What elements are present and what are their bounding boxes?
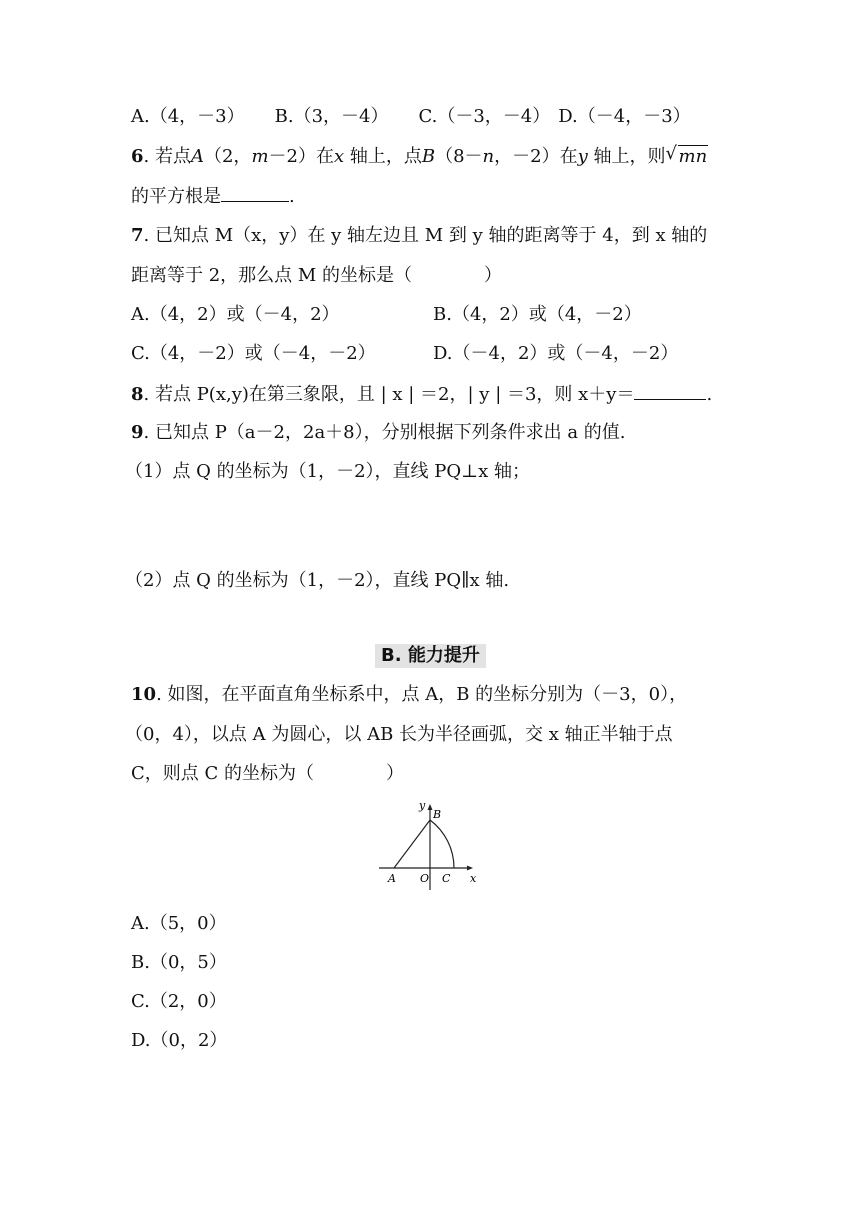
q6-line2 bbox=[131, 185, 295, 208]
q6-point-a: A bbox=[190, 146, 204, 167]
q10-line2: （0，4），以点 A 为圆心，以 AB 长为半径画弧，交 x 轴正半轴于点 bbox=[125, 724, 673, 745]
q9-line1 bbox=[131, 422, 626, 444]
fig-label-b: B bbox=[433, 808, 442, 821]
q6-var-y: y bbox=[577, 146, 588, 167]
q10-number: 10 bbox=[131, 684, 157, 705]
q6-text: 的平方根是 bbox=[131, 186, 221, 207]
q10-option-b[interactable]: B.（0，5） bbox=[131, 952, 227, 973]
q5-option-a[interactable]: A.（4，－3） bbox=[131, 106, 245, 127]
q6-text: ，－2）在 bbox=[494, 146, 578, 167]
q9-number: 9 bbox=[131, 422, 144, 443]
fig-label-x: x bbox=[470, 872, 477, 885]
q6-point-b: B bbox=[421, 146, 436, 167]
q8-period: . bbox=[706, 384, 713, 405]
q8-number: 8 bbox=[131, 384, 144, 405]
q6-var-m: m bbox=[251, 146, 269, 167]
q6-text: . 若点 bbox=[143, 146, 191, 167]
fig-label-o: O bbox=[420, 872, 430, 885]
y-axis-arrow bbox=[428, 804, 433, 810]
q5-option-d[interactable]: D.（－4，－3） bbox=[558, 106, 691, 127]
q6-text: （8－ bbox=[435, 146, 483, 167]
q7-option-d[interactable]: D.（－4，2）或（－4，－2） bbox=[433, 343, 679, 364]
q10-figure bbox=[377, 800, 479, 892]
q9-part2: （2）点 Q 的坐标为（1，－2），直线 PQ∥x 轴. bbox=[125, 570, 510, 591]
fig-label-c: C bbox=[442, 872, 451, 885]
q10-option-a[interactable]: A.（5，0） bbox=[131, 913, 227, 934]
q5-option-b[interactable]: B.（3，－4） bbox=[274, 106, 389, 127]
q6-var-x: x bbox=[333, 146, 345, 167]
q10-line3: C，则点 C 的坐标为（ ） bbox=[131, 763, 404, 784]
q9-text: . 已知点 P（a－2，2a＋8），分别根据下列条件求出 a 的值. bbox=[143, 422, 626, 443]
q8-answer-blank[interactable] bbox=[634, 383, 706, 400]
q10-line1 bbox=[131, 684, 687, 706]
q7-option-b[interactable]: B.（4，2）或（4，－2） bbox=[433, 304, 642, 325]
q6-text: （2， bbox=[203, 146, 252, 167]
q7-text: 距离等于 2，那么点 M 的坐标是（ ） bbox=[131, 265, 503, 286]
q6-text: 轴上，点 bbox=[344, 146, 422, 167]
q8-line bbox=[131, 383, 712, 406]
fig-label-a: A bbox=[388, 872, 396, 885]
q6-number: 6 bbox=[131, 146, 144, 167]
q6-answer-blank[interactable] bbox=[221, 185, 289, 202]
q9-part1: （1）点 Q 的坐标为（1，－2），直线 PQ⊥x 轴； bbox=[125, 461, 530, 482]
q10-option-c[interactable]: C.（2，0） bbox=[131, 991, 227, 1012]
q5-option-c[interactable]: C.（－3，－4） bbox=[418, 106, 551, 127]
q10-text: . 如图，在平面直角坐标系中，点 A，B 的坐标分别为（－3，0）， bbox=[156, 684, 688, 705]
q6-line1 bbox=[131, 143, 708, 168]
fig-label-y: y bbox=[419, 800, 426, 812]
q7-line1 bbox=[131, 225, 707, 247]
q5-options-row bbox=[131, 106, 691, 128]
q6-sqrt-body: mn bbox=[678, 146, 708, 167]
q7-option-c[interactable]: C.（4，－2）或（－4，－2） bbox=[131, 343, 376, 364]
q6-sqrt: √ mn bbox=[665, 143, 708, 167]
q8-text: . 若点 P(x,y)在第三象限，且 | x | ＝2，| y | ＝3，则 x＋y＝ bbox=[143, 384, 635, 405]
x-axis-arrow bbox=[467, 866, 473, 871]
q10-option-d[interactable]: D.（0，2） bbox=[131, 1030, 228, 1051]
q7-option-a[interactable]: A.（4，2）或（－4，2） bbox=[131, 304, 340, 325]
q6-text: －2）在 bbox=[268, 146, 334, 167]
arc-bc bbox=[430, 820, 454, 868]
section-b-heading: B. 能力提升 bbox=[375, 644, 486, 668]
q7-line2 bbox=[131, 265, 502, 287]
q6-period: . bbox=[289, 186, 295, 207]
q7-number: 7 bbox=[131, 225, 144, 246]
segment-ab bbox=[394, 820, 430, 868]
q6-var-n: n bbox=[482, 146, 495, 167]
q6-text: 轴上，则 bbox=[587, 146, 666, 167]
q7-text: . 已知点 M（x，y）在 y 轴左边且 M 到 y 轴的距离等于 4，到 x 轴的 bbox=[143, 225, 708, 246]
